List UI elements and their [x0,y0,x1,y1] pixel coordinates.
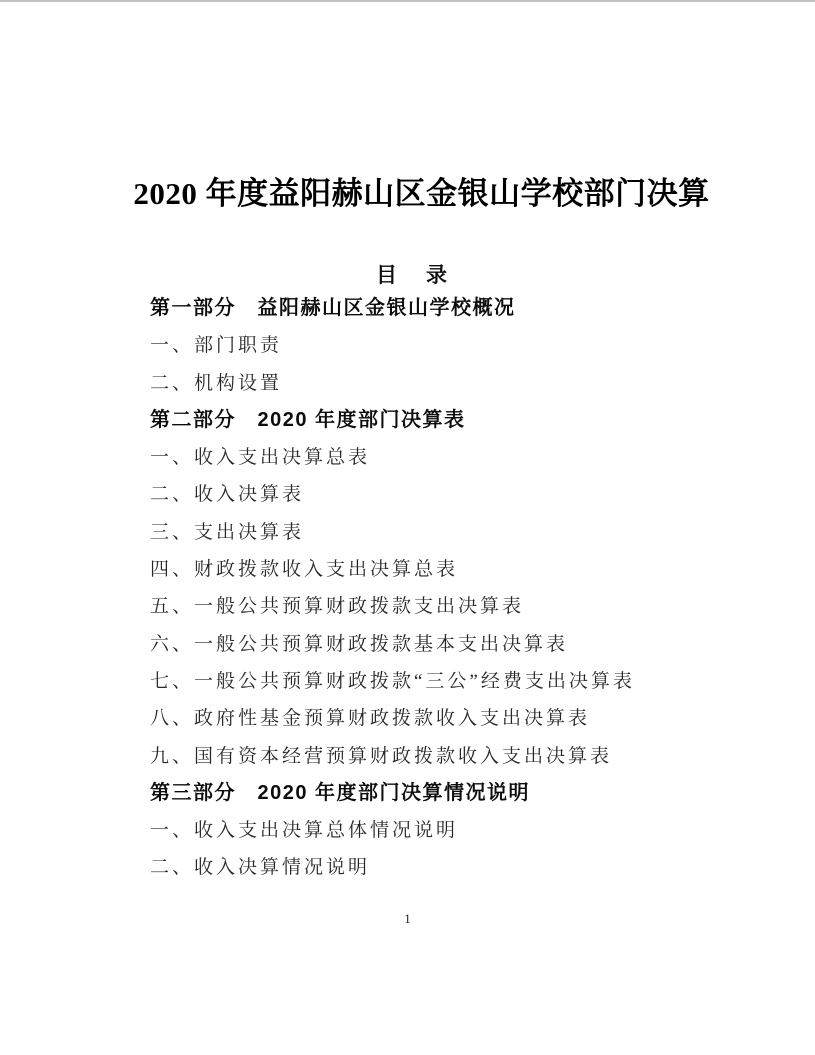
toc-section-heading: 第一部分 益阳赫山区金银山学校概况 [150,297,516,319]
toc-item: 六、一般公共预算财政拨款基本支出决算表 [150,633,569,655]
toc-item: 七、一般公共预算财政拨款“三公”经费支出决算表 [150,670,635,692]
toc-item: 一、收入支出决算总体情况说明 [150,820,459,842]
toc-item: 五、一般公共预算财政拨款支出决算表 [150,596,525,618]
toc-item: 四、财政拨款收入支出决算总表 [150,559,459,581]
toc-item: 九、国有资本经营预算财政拨款收入支出决算表 [150,745,613,767]
toc-item: 二、机构设置 [150,372,283,394]
toc-item: 八、政府性基金预算财政拨款收入支出决算表 [150,708,591,730]
toc-section-heading: 第二部分 2020 年度部门决算表 [150,408,466,431]
toc-section-heading: 第三部分 2020 年度部门决算情况说明 [150,781,531,804]
toc-item: 二、收入决算情况说明 [150,857,371,879]
page-number: 1 [404,910,411,926]
toc-item: 一、部门职责 [150,335,283,357]
page-top-edge [0,0,815,2]
toc-item: 二、收入决算表 [150,484,305,506]
toc-heading: 目 录 [376,264,451,287]
document-title: 2020 年度益阳赫山区金银山学校部门决算 [133,176,710,211]
toc-item: 一、收入支出决算总表 [150,447,371,469]
toc-item: 三、支出决算表 [150,521,305,543]
toc-list [0,290,815,887]
